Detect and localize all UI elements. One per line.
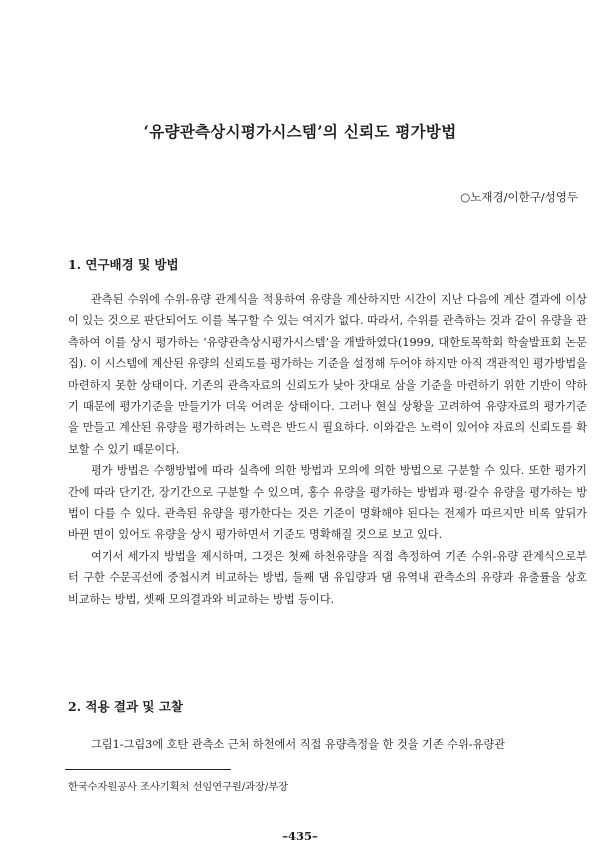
section-heading-results: 2. 적용 결과 및 고찰 xyxy=(68,699,183,714)
paragraph: 여기서 세가지 방법을 제시하며, 그것은 첫째 하천유량을 직접 측정하여 기존 수위-유량 관계식으로부터 구한 수문곡선에 중첩시켜 비교하는 방법, 둘째 댐 유입량과 댐 유역내 관측소의 유량과 유출률을 상호 비교하는 방법, 셋째 모의결과와 비교하는 방법 등이다. xyxy=(68,549,587,606)
paragraph: 관측된 수위에 수위-유량 관계식을 적용하여 유량을 계산하지만 시간이 지난 다음에 계산 결과에 이상이 있는 것으로 판단되어도 이를 복구할 수 있는 여지가 없다. 따라서, 수위를 관측하는 것과 같이 유량을 관측하여 이를 상시 평가하는 ‘유량관측상시평가시스템’을 개발하였다(1999, 대한토목학회 학술발표회 논문집). 이 시스템에 계산된 유량의 신뢰도를 평가하는 기준을 설정해 두어야 하지만 아직 객관적인 평가방법을 마련하지 못한 상태이다. 기존의 관측자료의 신뢰도가 낮아 잣대로 삼을 기준을 마련하기 위한 기반이 약하기 때문에 평가기준을 만들기가 더욱 어려운 상태이다. 그러나 현실 상황을 고려하여 유량자료의 평가기준을 만들고 계산된 유량을 평가하려는 노력은 반드시 필요하다. 이와같은 노력이 있어야 자료의 신뢰도를 확보할 수 있기 때문이다. xyxy=(68,293,587,456)
paragraph: 그림1-그림3에 호탄 관측소 근처 하천에서 직접 유량측정을 한 것을 기존 수위-유량관 xyxy=(91,738,505,751)
paragraph: 평가 방법은 수행방법에 따라 실측에 의한 방법과 모의에 의한 방법으로 구분할 수 있다. 또한 평가기간에 따라 단기간, 장기간으로 구분할 수 있으며, 홍수 유량을 평가하는 방법과 평·갈수 유량을 평가하는 방법이 다를 수 있다. 관측된 유량을 평가한다는 것은 기준이 명확해야 된다는 전제가 따르지만 비록 앞뒤가 바뀐 면이 있어도 유량을 상시 평가하면서 기준도 명확해질 것으로 보고 있다. xyxy=(68,464,587,542)
footnote-affiliation: 한국수자원공사 조사기획처 선임연구원/과장/부장 xyxy=(68,782,289,793)
page-number: –435– xyxy=(282,829,318,843)
section-heading-background: 1. 연구배경 및 방법 xyxy=(68,257,179,272)
footnote-divider xyxy=(65,769,231,770)
section-body-background xyxy=(68,289,587,610)
section-body-results xyxy=(68,734,587,755)
author-line: ○노재경/이한구/성영두 xyxy=(460,190,578,204)
paper-title: ‘유량관측상시평가시스템’의 신뢰도 평가방법 xyxy=(143,122,457,141)
